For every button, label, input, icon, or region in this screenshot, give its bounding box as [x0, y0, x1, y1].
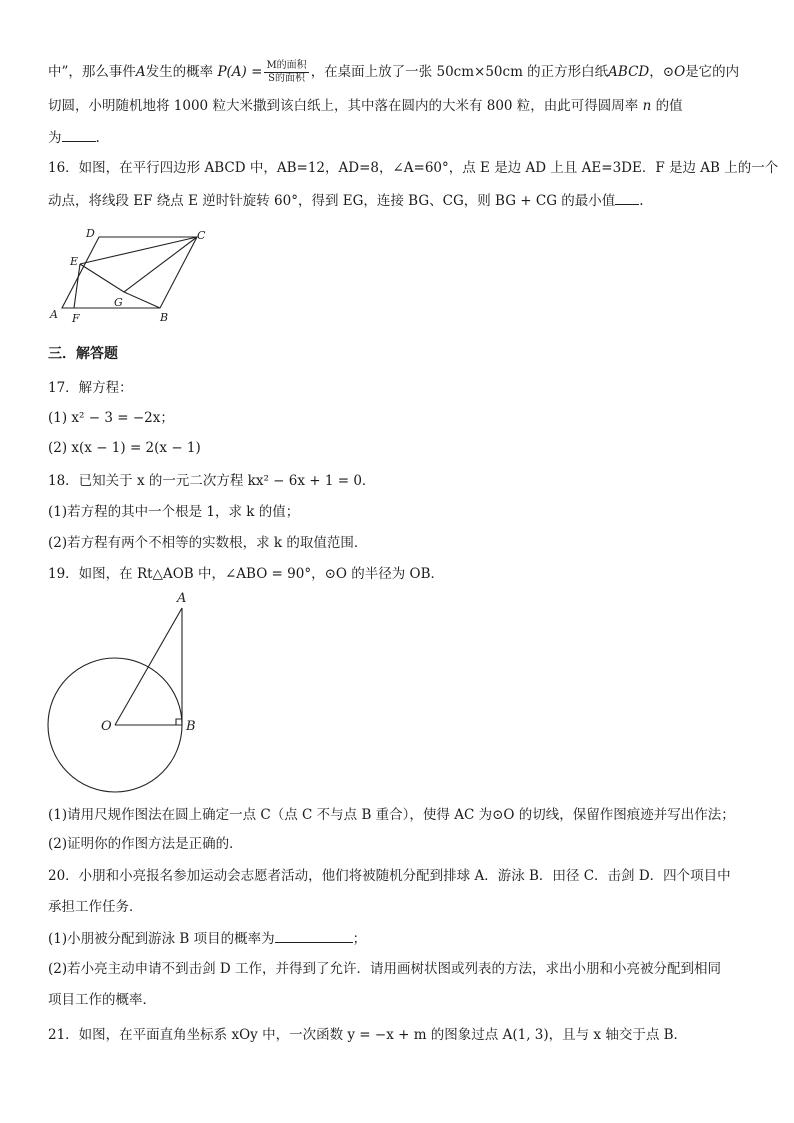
- q19-circle-triangle-figure: [40, 588, 210, 798]
- q15-answer-blank[interactable]: [62, 127, 96, 142]
- q15-text: 中”，那么事件: [48, 64, 136, 80]
- q15-circle: O: [674, 64, 686, 80]
- q15-text: ，⊙: [649, 64, 675, 80]
- section-heading: 三．解答题: [48, 346, 118, 362]
- q15-event: A: [135, 64, 146, 80]
- q15-text: ，在桌面上放了一张 50cm×50cm 的正方形白纸: [310, 64, 609, 80]
- q19-part-2: (2)证明你的作图方法是正确的．: [48, 836, 243, 852]
- q16-text: .: [639, 193, 644, 209]
- segment-ao: [115, 608, 182, 725]
- q16-answer-blank[interactable]: [615, 190, 639, 205]
- q20-text: (1)小朋被分配到游泳 B 项目的概率为: [48, 931, 275, 947]
- q17-title: 17．解方程：: [48, 380, 133, 396]
- label-o: O: [101, 719, 112, 734]
- label-a: A: [177, 591, 187, 606]
- segment-ef: [74, 264, 80, 308]
- q16-line-1: [48, 158, 779, 178]
- label-d: D: [86, 227, 95, 240]
- q15-prob-lhs: P(A) =: [217, 64, 263, 80]
- q16-line-2: [48, 190, 754, 211]
- q16-text: 16．如图，在平行四边形 ABCD 中，AB=12，AD=8，∠A=60°，点 E 是边 AD 上且 AE=3DE．F 是边 AB 上的一个: [48, 160, 779, 176]
- q15-text: 是它的内: [685, 64, 740, 80]
- q15-text: 的值: [655, 98, 683, 114]
- q20-line-2: 承担工作任务．: [48, 899, 143, 915]
- q15-text: 为: [48, 130, 62, 146]
- q15-line-2: [48, 96, 754, 116]
- q19-part-1: (1)请用尺规作图法在圆上确定一点 C（点 C 不与点 B 重合），使得 AC 为⊙O 的切线，保留作图痕迹并写出作法；: [48, 807, 735, 823]
- q15-pi-var: n: [642, 98, 652, 114]
- q15-square: ABCD: [608, 64, 650, 80]
- q18-title: 18．已知关于 x 的一元二次方程 kx² − 6x + 1 = 0．: [48, 473, 376, 489]
- label-f: F: [72, 312, 80, 325]
- segment-eg: [80, 264, 124, 292]
- label-e: E: [70, 255, 79, 268]
- label-c: C: [197, 229, 206, 242]
- label-b: B: [186, 719, 196, 734]
- q15-text: .: [95, 130, 100, 146]
- right-angle-mark: [176, 719, 182, 725]
- q20-part-2-line-1: (2)若小亮主动申请不到击剑 D 工作，并得到了允许．请用画树状图或列表的方法，求出小朋和小亮被分配到相同: [48, 961, 722, 977]
- q15-text: 切圆，小明随机地将 1000 粒大米撒到该白纸上，其中落在圆内的大米有 800 粒，由此可得圆周率: [48, 98, 639, 114]
- label-b: B: [160, 311, 169, 324]
- q17-part-2: (2) x(x − 1) = 2(x − 1): [48, 440, 201, 456]
- segment-gb: [124, 292, 160, 308]
- q20-part-2-line-2: 项目工作的概率．: [48, 992, 156, 1008]
- q15-fraction: [264, 60, 308, 85]
- q20-line-1: 20．小朋和小亮报名参加运动会志愿者活动，他们将被随机分配到排球 A．游泳 B．田径 C．击剑 D．四个项目中: [48, 868, 731, 884]
- q21-line-1: 21．如图，在平面直角坐标系 xOy 中，一次函数 y = −x + m 的图象过点 A(1, 3)，且与 x 轴交于点 B．: [48, 1027, 688, 1043]
- q15-text: 发生的概率: [145, 64, 214, 80]
- q20-text: ；: [352, 931, 367, 947]
- parallelogram-abcd: [62, 237, 197, 308]
- q16-text: 动点，将线段 EF 绕点 E 逆时针旋转 60°，得到 EG，连接 BG、CG，则 BG + CG 的最小值: [48, 193, 616, 209]
- q18-part-1: (1)若方程的其中一个根是 1，求 k 的值；: [48, 504, 300, 520]
- q15-frac-denominator: S的面积: [268, 73, 305, 84]
- q19-title: 19．如图，在 Rt△AOB 中，∠ABO = 90°，⊙O 的半径为 OB．: [48, 566, 445, 582]
- q20-part-1: [48, 928, 754, 949]
- q16-parallelogram-figure: [48, 222, 218, 332]
- label-g: G: [114, 296, 123, 309]
- q17-part-1: (1) x² − 3 = −2x；: [48, 410, 174, 426]
- q15-line-1: [48, 60, 754, 85]
- q18-part-2: (2)若方程有两个不相等的实数根，求 k 的取值范围．: [48, 535, 368, 551]
- q15-line-3: [48, 127, 754, 148]
- q15-frac-numerator: M的面积: [266, 60, 307, 71]
- label-a: A: [50, 308, 58, 321]
- q20-answer-blank[interactable]: [275, 928, 353, 943]
